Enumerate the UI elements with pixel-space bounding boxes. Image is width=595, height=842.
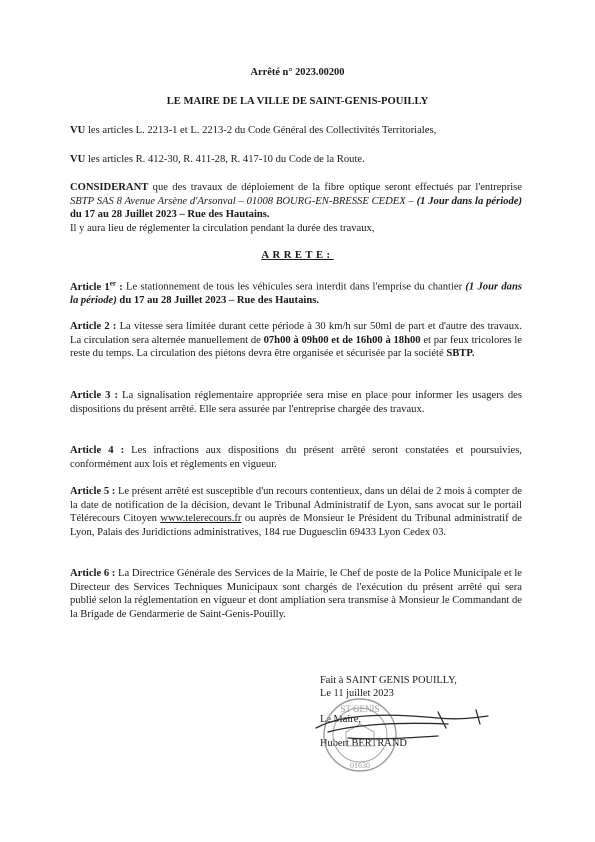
article-4-text: Les infractions aux dispositions du présent arrêté seront constatées et poursuivies, conformément aux lois et règlements en vigueur. <box>70 445 522 470</box>
article-2-label: Article 2 : <box>70 321 117 332</box>
article-1-text: Le stationnement de tous les véhicules sera interdit dans l'emprise du chantier <box>122 281 466 293</box>
stamp-text-top: ST GENIS <box>340 704 380 714</box>
article-2-hours: 07h00 à 09h00 et de 16h00 à 18h00 <box>263 334 421 346</box>
article-4 <box>70 444 522 471</box>
arrete-heading: ARRETE: <box>261 250 334 261</box>
arrete-number: Arrêté n° 2023.00200 <box>250 67 345 78</box>
visa-2-text: les articles R. 412-30, R. 411-28, R. 417-10 du Code de la Route. <box>85 154 365 165</box>
visa-1-text: les articles L. 2213-1 et L. 2213-2 du Code Général des Collectivités Territoriales, <box>85 125 437 136</box>
article-5 <box>70 485 522 539</box>
signature-name: Hubert BERTRAND <box>320 738 407 749</box>
signature-place: Fait à SAINT GENIS POUILLY, <box>320 675 457 686</box>
article-1 <box>70 277 522 308</box>
article-6 <box>70 567 522 621</box>
handwritten-signature <box>316 710 488 739</box>
telerecours-link[interactable]: www.telerecours.fr <box>160 513 242 525</box>
signature-role: Le Maire, <box>320 714 361 725</box>
visa-2 <box>70 153 522 167</box>
article-3-text: La signalisation réglementaire appropriée sera mise en place pour informer les usagers des dispositions du présent arrêté. Elle sera assurée par l'entreprise chargée des travaux. <box>70 390 522 415</box>
visa-1 <box>70 124 522 138</box>
article-5-text-2: ou auprès de Monsieur le Président du Tribunal administratif de Lyon, Palais des Juridictions administratives, 184 rue Duguesclin 69433 Lyon Cedex 03. <box>70 513 522 538</box>
article-6-label: Article 6 : <box>70 568 116 579</box>
municipal-stamp-and-signature <box>288 688 498 788</box>
article-4-label: Article 4 : <box>70 445 125 456</box>
stamp-icon <box>324 699 396 771</box>
article-2-text-1: La vitesse sera limitée durant cette période à 30 km/h sur 50ml de part et d'autre des travaux. La circulation sera alternée manuellement de <box>70 321 523 346</box>
considerant-paragraph <box>70 181 522 222</box>
considerant-dates: du 17 au 28 Juillet 2023 – Rue des Hautains. <box>70 209 270 221</box>
considerant-period-note: (1 Jour dans la période) <box>416 195 522 207</box>
article-1-dates: du 17 au 28 Juillet 2023 – Rue des Hautains. <box>116 295 319 307</box>
article-1-period: (1 Jour dans la période) <box>70 281 522 307</box>
stamp-text-bottom: 01630 <box>350 761 370 770</box>
visa-1-lead: VU <box>70 125 86 136</box>
article-5-text-1: Le présent arrêté est susceptible d'un recours contentieux, dans un délai de 2 mois à compter de la date de notification de la décision, devant le Tribunal Administratif de Lyon, sans avocat sur le portail Télérecours Citoyen <box>70 486 522 525</box>
article-2 <box>70 320 522 361</box>
article-3 <box>70 389 522 416</box>
considerant-lead: CONSIDERANT <box>70 182 149 193</box>
considerant-text: que des travaux de déploiement de la fibre optique seront effectués par l'entreprise <box>148 182 522 193</box>
article-2-company: SBTP. <box>446 348 475 360</box>
article-2-text-2: et par feux tricolores le reste du temps. La circulation des piétons devra être organisée et sécurisée par la société <box>70 334 523 360</box>
article-6-text: La Directrice Générale des Services de la Mairie, le Chef de poste de la Police Municipale et le Directeur des Services Techniques Municipaux sont chargés de l'exécution du présent arrêté qui sera publié selon la réglementation en vigueur et dont ampliation sera transmise à Monsieur le Commandant de la Brigade de Gendarmerie de Saint-Genis-Pouilly. <box>70 568 522 620</box>
article-3-label: Article 3 : <box>70 390 119 401</box>
visa-2-lead: VU <box>70 154 86 165</box>
signature-date: Le 11 juillet 2023 <box>320 688 394 699</box>
considerant-company: SBTP SAS 8 Avenue Arsène d'Arsonval – 01008 BOURG-EN-BRESSE CEDEX – <box>70 195 414 207</box>
article-1-label: Article 1er : <box>70 279 123 293</box>
issuing-authority: LE MAIRE DE LA VILLE DE SAINT-GENIS-POUILLY <box>166 96 429 107</box>
considerant-line-2: Il y aura lieu de réglementer la circulation pendant la durée des travaux, <box>70 223 375 234</box>
article-5-label: Article 5 : <box>70 486 116 497</box>
